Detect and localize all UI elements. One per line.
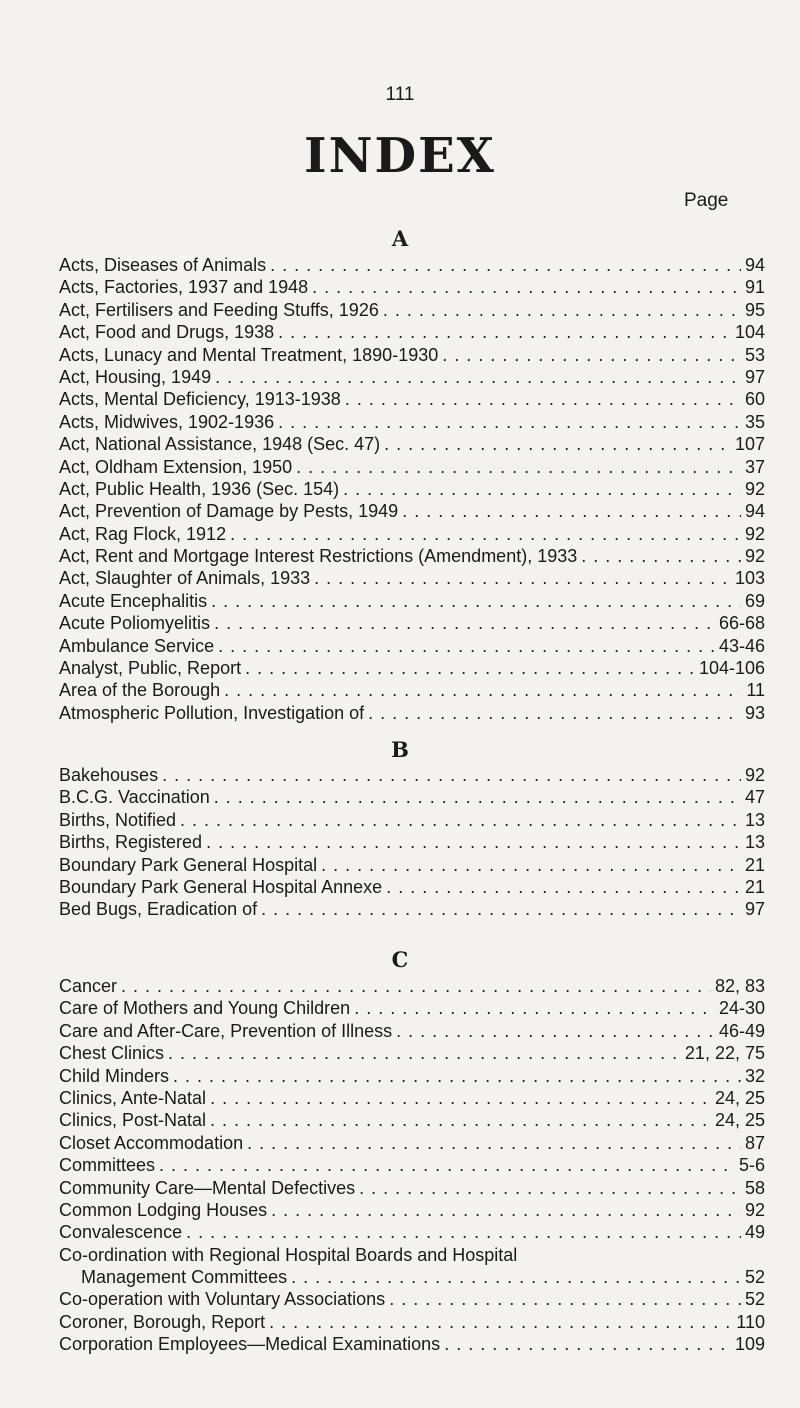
- dot-leader: [215, 366, 741, 388]
- index-entry-pages: 92: [744, 765, 765, 785]
- index-entry-pages: 66-68: [718, 613, 765, 634]
- index-entry-pages: 107: [734, 434, 765, 455]
- dot-leader: [269, 1311, 732, 1333]
- index-entry-pages: 13: [744, 832, 765, 853]
- index-entry-pages: 21: [744, 854, 765, 875]
- index-entry: [59, 854, 765, 876]
- index-entry: [59, 433, 765, 455]
- index-entry-label: Cancer: [59, 976, 118, 996]
- dot-leader: [278, 411, 741, 433]
- section-letter-a: A: [391, 226, 409, 251]
- index-entry: [59, 299, 765, 321]
- index-entry: [59, 997, 765, 1019]
- dot-leader: [186, 1221, 741, 1243]
- index-entry-pages: 104-106: [698, 658, 765, 679]
- index-entry-pages: 37: [744, 456, 765, 477]
- index-entry-label: Act, Rag Flock, 1912: [59, 523, 227, 544]
- index-entry-label: Atmospheric Pollution, Investigation of: [59, 702, 365, 723]
- index-entry: [59, 1333, 765, 1355]
- dot-leader: [162, 764, 741, 786]
- dot-leader: [210, 1087, 711, 1109]
- index-entry: [59, 975, 765, 997]
- index-entry: [59, 876, 765, 898]
- dot-leader: [442, 344, 741, 366]
- index-entry-label: Act, Housing, 1949: [59, 366, 212, 387]
- dot-leader: [218, 635, 715, 657]
- dot-leader: [247, 1132, 741, 1154]
- index-entry-label: Act, Oldham Extension, 1950: [59, 456, 293, 477]
- dot-leader: [180, 809, 741, 831]
- index-entry-pages: 47: [744, 787, 765, 808]
- index-entry-label: Bakehouses: [59, 765, 159, 785]
- index-entry-label: Act, Rent and Mortgage Interest Restrictions (Amendment), 1933: [59, 546, 578, 567]
- index-entry-pages: 97: [744, 366, 765, 387]
- dot-leader: [343, 478, 741, 500]
- dot-leader: [359, 1177, 741, 1199]
- index-entry-pages: 24, 25: [714, 1110, 765, 1131]
- index-entry-label: Care and After-Care, Prevention of Illness: [59, 1020, 393, 1041]
- index-entry: [59, 764, 765, 786]
- dot-leader: [270, 254, 741, 276]
- index-entry: [59, 344, 765, 366]
- index-entry: [59, 1020, 765, 1042]
- dot-leader: [383, 299, 741, 321]
- index-entry: [59, 1109, 765, 1131]
- index-entry-label: Common Lodging Houses: [59, 1199, 268, 1220]
- dot-leader: [173, 1065, 741, 1087]
- index-entry-label: Boundary Park General Hospital Annexe: [59, 876, 383, 897]
- dot-leader: [210, 1109, 711, 1131]
- dot-leader: [321, 854, 741, 876]
- index-entry-pages: 35: [744, 411, 765, 432]
- section-letter-c: C: [391, 947, 409, 972]
- dot-leader: [384, 433, 731, 455]
- index-entry-pages: 69: [744, 590, 765, 611]
- dot-leader: [354, 997, 715, 1019]
- index-entry: [59, 1288, 765, 1310]
- index-entry-pages: 92: [744, 523, 765, 544]
- index-entry: [59, 321, 765, 343]
- index-entry-label: Analyst, Public, Report: [59, 658, 242, 679]
- index-entry: [59, 456, 765, 478]
- index-entry-label: Acts, Diseases of Animals: [59, 255, 267, 275]
- index-list-a: [59, 254, 765, 724]
- dot-leader: [278, 321, 731, 343]
- index-entry: [59, 1132, 765, 1154]
- dot-leader: [224, 679, 742, 701]
- dot-leader: [291, 1266, 741, 1288]
- index-entry-pages: 46-49: [718, 1020, 765, 1041]
- index-list-c: [59, 975, 765, 1356]
- index-entry-pages: 91: [744, 277, 765, 298]
- index-entry-pages: 104: [734, 322, 765, 343]
- dot-leader: [245, 657, 695, 679]
- index-entry-pages: 53: [744, 344, 765, 365]
- index-entry: [59, 1221, 765, 1243]
- index-entry-pages: 92: [744, 478, 765, 499]
- index-entry-label: Act, Public Health, 1936 (Sec. 154): [59, 478, 340, 499]
- page-number: 111: [385, 84, 415, 105]
- index-entry-pages: 97: [744, 899, 765, 920]
- index-entry-label: Ambulance Service: [59, 635, 215, 656]
- index-entry: [59, 366, 765, 388]
- index-entry-label: Births, Registered: [59, 832, 203, 853]
- index-entry-label: Acts, Factories, 1937 and 1948: [59, 277, 309, 298]
- index-entry: [59, 612, 765, 634]
- index-entry-pages: 94: [744, 255, 765, 275]
- dot-leader: [121, 975, 711, 997]
- index-entry-label: Acute Encephalitis: [59, 590, 208, 611]
- index-entry-label: Coroner, Borough, Report: [59, 1311, 266, 1332]
- dot-leader: [261, 898, 741, 920]
- index-entry: [59, 898, 765, 920]
- index-entry-label: Act, Food and Drugs, 1938: [59, 322, 275, 343]
- index-entry: [59, 523, 765, 545]
- index-entry: [59, 478, 765, 500]
- index-entry-pages: 109: [734, 1334, 765, 1355]
- index-entry-label: Births, Notified: [59, 809, 177, 830]
- dot-leader: [312, 276, 741, 298]
- dot-leader: [214, 612, 715, 634]
- index-entry-pages: 110: [736, 1311, 765, 1332]
- index-entry: [59, 276, 765, 298]
- index-entry: [59, 679, 765, 701]
- index-entry-pages: 52: [744, 1289, 765, 1310]
- index-entry: [59, 1177, 765, 1199]
- index-entry-label: Child Minders: [59, 1065, 170, 1086]
- index-entry-pages: 58: [744, 1177, 765, 1198]
- index-entry: [59, 786, 765, 808]
- dot-leader: [296, 456, 741, 478]
- index-entry-pages: 32: [744, 1065, 765, 1086]
- index-entry-label: Clinics, Ante-Natal: [59, 1087, 207, 1108]
- index-entry-pages: 82, 83: [714, 976, 765, 996]
- index-entry: [59, 702, 765, 724]
- dot-leader: [214, 786, 741, 808]
- dot-leader: [230, 523, 741, 545]
- index-entry: [59, 1199, 765, 1221]
- index-entry-label: Act, National Assistance, 1948 (Sec. 47): [59, 434, 381, 455]
- index-entry-pages: 24-30: [718, 998, 765, 1019]
- index-entry-label: Boundary Park General Hospital: [59, 854, 318, 875]
- index-entry-pages: 93: [744, 702, 765, 723]
- dot-leader: [368, 702, 741, 724]
- dot-leader: [206, 831, 741, 853]
- dot-leader: [168, 1042, 681, 1064]
- section-letter-b: B: [391, 737, 409, 762]
- index-entry-label: Acts, Lunacy and Mental Treatment, 1890-1930: [59, 344, 439, 365]
- index-entry-pages: 92: [744, 546, 765, 567]
- index-entry-label: Clinics, Post-Natal: [59, 1110, 207, 1131]
- index-entry-label: Convalescence: [59, 1222, 183, 1243]
- page-column-label: Page: [684, 190, 729, 211]
- index-entry: [59, 1154, 765, 1176]
- dot-leader: [386, 876, 741, 898]
- index-entry-label: Area of the Borough: [59, 680, 221, 701]
- index-entry: [59, 809, 765, 831]
- dot-leader: [211, 590, 741, 612]
- index-entry-label: Acts, Midwives, 1902-1936: [59, 411, 275, 432]
- index-entry-label-line1: Co-ordination with Regional Hospital Boards and Hospital: [59, 1244, 518, 1265]
- dot-leader: [581, 545, 741, 567]
- index-entry-continued: [59, 1244, 765, 1266]
- index-entry: [59, 590, 765, 612]
- index-entry-label: Act, Slaughter of Animals, 1933: [59, 568, 311, 589]
- index-entry-label: Co-operation with Voluntary Associations: [59, 1289, 386, 1310]
- index-entry-label: Bed Bugs, Eradication of: [59, 899, 258, 920]
- index-entry-pages: 21: [744, 876, 765, 897]
- index-entry-label: Chest Clinics: [59, 1043, 165, 1064]
- index-entry: [59, 254, 765, 276]
- index-entry-label: Committees: [59, 1155, 156, 1176]
- index-entry: [59, 1311, 765, 1333]
- index-entry: [59, 545, 765, 567]
- index-entry-pages: 11: [746, 680, 765, 701]
- index-entry: [59, 1042, 765, 1064]
- index-entry: [59, 411, 765, 433]
- index-entry-pages: 49: [744, 1222, 765, 1243]
- index-entry-label: Act, Prevention of Damage by Pests, 1949: [59, 501, 399, 522]
- index-entry: [59, 1087, 765, 1109]
- dot-leader: [444, 1333, 731, 1355]
- index-entry-pages: 52: [744, 1267, 765, 1288]
- index-list-b: [59, 764, 765, 921]
- dot-leader: [345, 388, 741, 410]
- index-entry-pages: 95: [744, 299, 765, 320]
- index-entry-pages: 87: [744, 1132, 765, 1153]
- index-entry: [59, 500, 765, 522]
- index-entry-pages: 21, 22, 75: [684, 1043, 765, 1064]
- dot-leader: [159, 1154, 735, 1176]
- index-entry: [59, 1065, 765, 1087]
- index-entry: [59, 388, 765, 410]
- index-entry: [59, 1266, 765, 1288]
- index-entry: [59, 635, 765, 657]
- dot-leader: [271, 1199, 741, 1221]
- index-entry-label: Closet Accommodation: [59, 1132, 244, 1153]
- page-title: INDEX: [304, 128, 496, 184]
- index-entry-pages: 13: [744, 809, 765, 830]
- index-entry-label: Acts, Mental Deficiency, 1913-1938: [59, 389, 341, 410]
- index-entry-label: Act, Fertilisers and Feeding Stuffs, 1926: [59, 299, 379, 320]
- index-entry-label: Acute Poliomyelitis: [59, 613, 211, 634]
- index-entry-pages: 24, 25: [714, 1087, 765, 1108]
- index-entry-label: B.C.G. Vaccination: [59, 787, 210, 808]
- index-entry-pages: 60: [744, 389, 765, 410]
- index-entry-label: Community Care—Mental Defectives: [59, 1177, 356, 1198]
- index-entry: [59, 831, 765, 853]
- dot-leader: [402, 500, 741, 522]
- index-entry: [59, 567, 765, 589]
- index-entry-label: Management Committees: [81, 1267, 288, 1288]
- dot-leader: [396, 1020, 715, 1042]
- index-entry-label: Care of Mothers and Young Children: [59, 998, 351, 1019]
- dot-leader: [314, 567, 731, 589]
- index-entry-pages: 103: [734, 568, 765, 589]
- index-entry-pages: 5-6: [738, 1155, 765, 1176]
- index-entry-pages: 92: [744, 1199, 765, 1220]
- index-entry-pages: 43-46: [718, 635, 765, 656]
- dot-leader: [389, 1288, 741, 1310]
- index-entry-pages: 94: [744, 501, 765, 522]
- index-entry: [59, 657, 765, 679]
- index-entry-label: Corporation Employees—Medical Examinations: [59, 1334, 441, 1355]
